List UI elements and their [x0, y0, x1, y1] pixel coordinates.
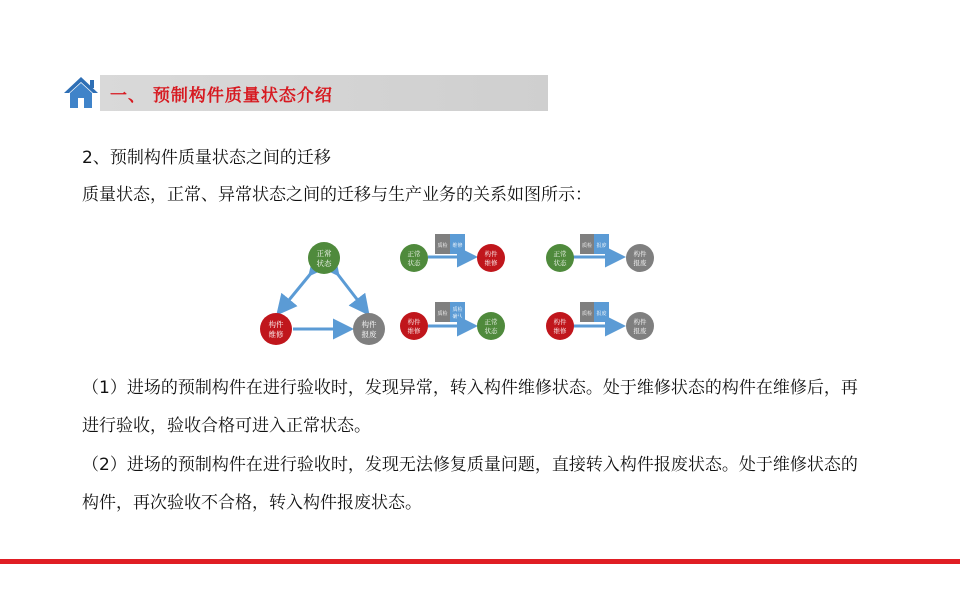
- state-transition-diagram: [250, 225, 670, 350]
- svg-text:构件: 构件: [407, 318, 421, 326]
- svg-text:质检: 质检: [581, 243, 593, 249]
- svg-text:质检: 质检: [437, 311, 448, 317]
- svg-text:构件: 构件: [553, 318, 567, 326]
- svg-text:维修: 维修: [268, 330, 284, 339]
- svg-text:构件: 构件: [633, 250, 647, 258]
- svg-text:状态: 状态: [484, 327, 498, 335]
- svg-text:构件: 构件: [633, 318, 647, 326]
- transition-repair-to-normal: [400, 302, 505, 340]
- transition-repair-to-scrap: [546, 302, 654, 340]
- paragraph-2: （2）进场的预制构件在进行验收时，发现无法修复质量问题，直接转入构件报废状态。处于维修状态的构件，再次验收不合格，转入构件报废状态。: [82, 455, 858, 513]
- svg-text:质检: 质检: [437, 243, 448, 249]
- svg-text:构件: 构件: [268, 320, 284, 329]
- state-node-scrap: [353, 313, 385, 345]
- svg-text:正常: 正常: [484, 318, 498, 326]
- svg-text:质检: 质检: [452, 307, 463, 313]
- svg-text:维修: 维修: [484, 259, 498, 267]
- intro-text: 质量状态，正常、异常状态之间的迁移与生产业务的关系如图所示：: [82, 185, 592, 205]
- paragraph-1: （1）进场的预制构件在进行验收时，发现异常，转入构件维修状态。处于维修状态的构件在维修后，再进行验收，验收合格可进入正常状态。: [82, 378, 858, 436]
- state-node-repair: [260, 313, 292, 345]
- svg-text:构件: 构件: [484, 250, 498, 258]
- svg-text:确认: 确认: [452, 314, 463, 320]
- svg-text:维修: 维修: [553, 327, 567, 335]
- subsection-heading: 2、预制构件质量状态之间的迁移: [82, 148, 331, 168]
- footer-divider: [0, 559, 960, 564]
- svg-text:报废: 报废: [633, 259, 647, 267]
- svg-text:报废: 报废: [596, 243, 607, 249]
- svg-text:维修: 维修: [452, 243, 463, 249]
- svg-text:报废: 报废: [361, 330, 377, 339]
- svg-text:状态: 状态: [316, 259, 332, 268]
- svg-text:构件: 构件: [361, 320, 377, 329]
- svg-text:正常: 正常: [316, 249, 332, 258]
- transition-normal-to-scrap: [546, 234, 654, 272]
- svg-text:报废: 报废: [596, 311, 607, 317]
- section-title: 一、 预制构件质量状态介绍: [110, 86, 333, 106]
- svg-text:状态: 状态: [407, 259, 421, 267]
- svg-text:正常: 正常: [553, 250, 567, 258]
- svg-text:正常: 正常: [407, 250, 421, 258]
- svg-text:质检: 质检: [581, 311, 593, 317]
- svg-text:报废: 报废: [633, 327, 647, 335]
- state-node-normal: [308, 242, 340, 274]
- transition-normal-to-repair: [400, 234, 505, 272]
- home-icon: [61, 74, 101, 112]
- triangle-diagram: [260, 242, 385, 345]
- svg-text:维修: 维修: [407, 327, 421, 335]
- svg-text:状态: 状态: [553, 259, 567, 267]
